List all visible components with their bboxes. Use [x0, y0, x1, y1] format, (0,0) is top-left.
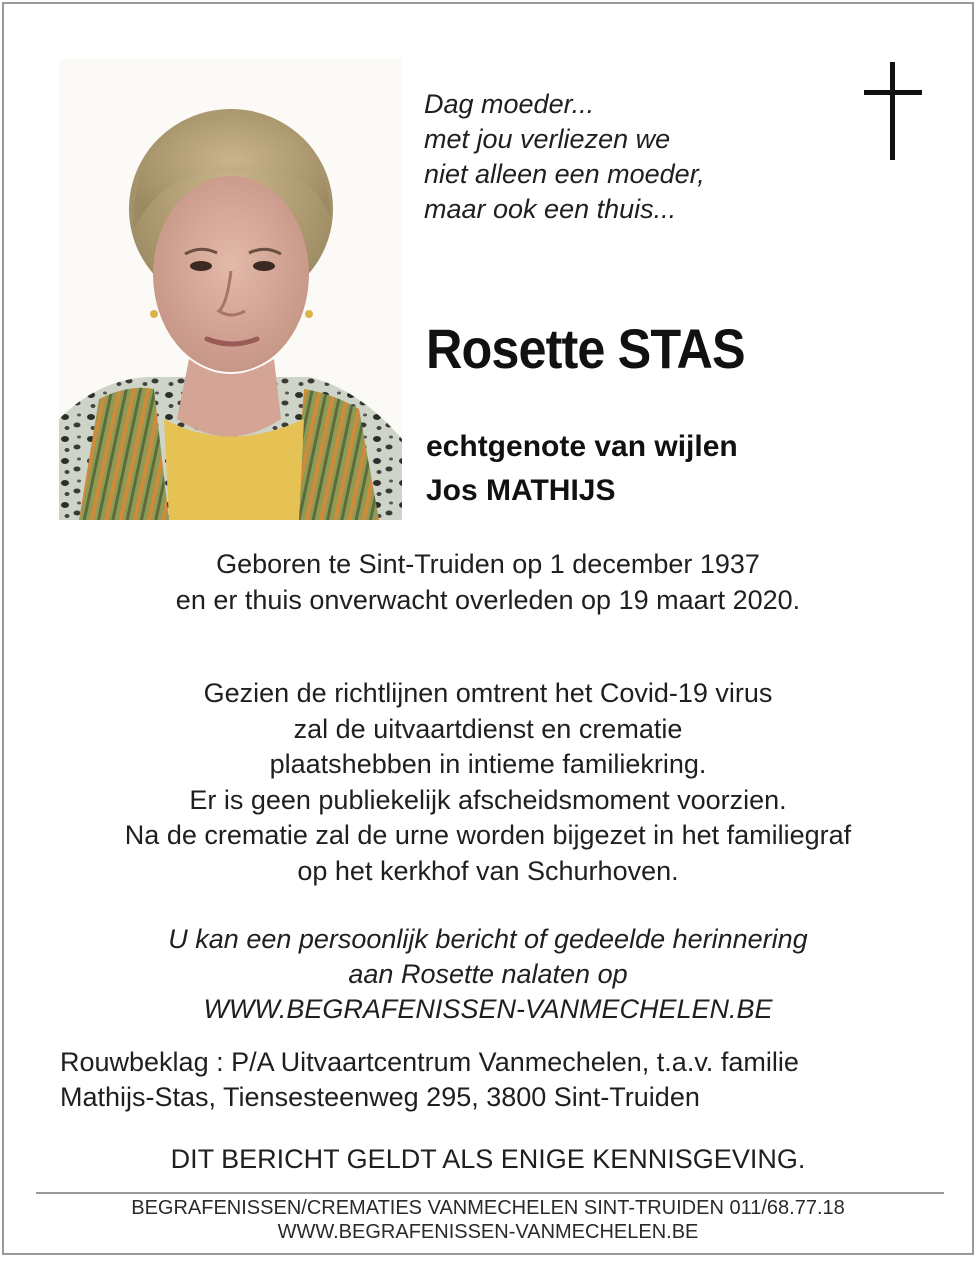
notice-line: Gezien de richtlijnen omtrent het Covid-19 virus	[203, 678, 773, 708]
cross-icon	[864, 62, 922, 160]
death-line: en er thuis onverwacht overleden op 19 maart 2020.	[175, 585, 801, 615]
official-notice: DIT BERICHT GELDT ALS ENIGE KENNISGEVING.	[170, 1144, 806, 1174]
online-line: aan Rosette nalaten op	[348, 959, 628, 989]
poem-line: met jou verliezen we	[424, 124, 671, 154]
footer-company: BEGRAFENISSEN/CREMATIES VANMECHELEN SINT-TRUIDEN 011/68.77.18	[131, 1197, 845, 1219]
portrait-photo	[59, 59, 402, 520]
condolence-line: Mathijs-Stas, Tiensesteenweg 295, 3800 Sint-Truiden	[60, 1082, 700, 1112]
spouse-info	[426, 425, 738, 513]
deceased-name: Rosette STAS	[426, 317, 745, 380]
notice-line: zal de uitvaartdienst en crematie	[293, 713, 683, 744]
spouse-relation: echtgenote van wijlen	[426, 430, 738, 463]
online-line: U kan een persoonlijk bericht of gedeelde herinnering	[168, 924, 808, 954]
notice-line: Na de crematie zal de urne worden bijgezet in het familiegraf	[124, 820, 852, 850]
poem-line: maar ook een thuis...	[424, 194, 677, 224]
notice-line: plaatshebben in intieme familiekring.	[269, 749, 707, 779]
birth-line: Geboren te Sint-Truiden op 1 december 1937	[216, 549, 760, 579]
footer	[0, 1196, 976, 1244]
notice-line: Er is geen publiekelijk afscheidsmoment voorzien.	[189, 784, 787, 815]
condolence-address	[60, 1045, 799, 1115]
birth-death-info	[0, 546, 976, 618]
footer-website-link[interactable]: WWW.BEGRAFENISSEN-VANMECHELEN.BE	[277, 1221, 699, 1243]
poem-line: Dag moeder...	[424, 89, 595, 119]
poem-line: niet alleen een moeder,	[424, 159, 705, 189]
online-message-info	[0, 922, 976, 1027]
notice-line: op het kerkhof van Schurhoven.	[297, 855, 679, 886]
footer-divider	[36, 1192, 944, 1194]
memorial-poem	[424, 87, 844, 227]
funeral-notice	[0, 676, 976, 889]
spouse-name: Jos MATHIJS	[426, 474, 616, 507]
condolence-line: Rouwbeklag : P/A Uitvaartcentrum Vanmechelen, t.a.v. familie	[60, 1047, 799, 1077]
website-link[interactable]: WWW.BEGRAFENISSEN-VANMECHELEN.BE	[203, 994, 773, 1024]
